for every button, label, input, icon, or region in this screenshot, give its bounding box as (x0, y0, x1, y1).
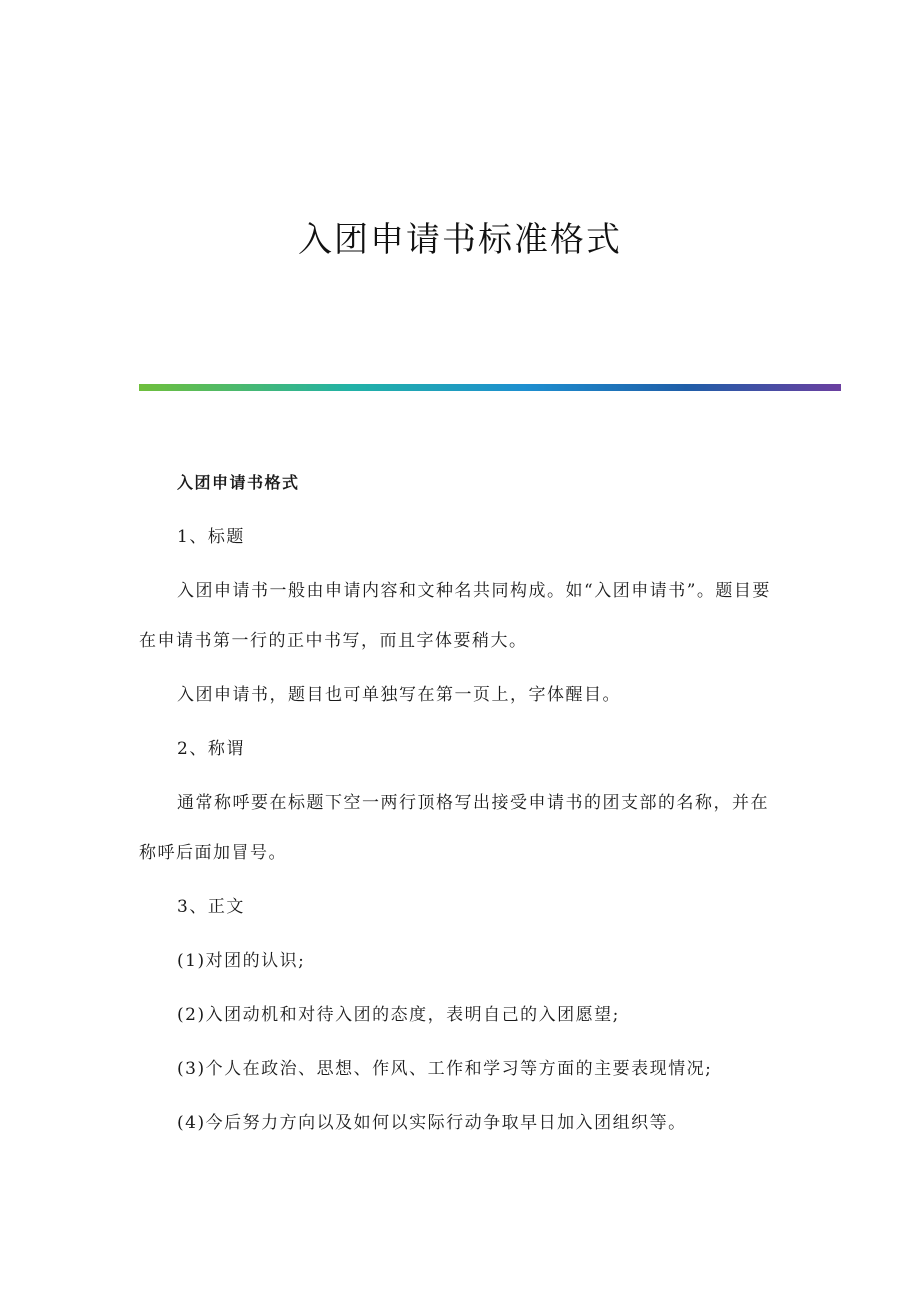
subheading-salutation: 2、称谓 (177, 739, 245, 759)
document-body (139, 466, 779, 1140)
paragraph-salutation-desc: 通常称呼要在标题下空一两行顶格写出接受申请书的团支部的名称，并在称呼后面加冒号。 (139, 793, 769, 863)
list-item: (1)对团的认识; (177, 951, 306, 971)
section-heading: 入团申请书格式 (177, 473, 300, 492)
paragraph-title-desc: 入团申请书一般由申请内容和文种名共同构成。如“入团申请书”。题目要在申请书第一行的正中书写，而且字体要稍大。 (139, 581, 771, 651)
list-item: (4)今后努力方向以及如何以实际行动争取早日加入团组织等。 (177, 1113, 687, 1133)
gradient-divider (139, 384, 841, 391)
subheading-body: 3、正文 (177, 897, 245, 917)
paragraph-title-alt: 入团申请书，题目也可单独写在第一页上，字体醒目。 (177, 685, 621, 705)
list-item: (3)个人在政治、思想、作风、工作和学习等方面的主要表现情况; (177, 1059, 713, 1079)
list-item: (2)入团动机和对待入团的态度，表明自己的入团愿望; (177, 1005, 620, 1025)
page-title: 入团申请书标准格式 (298, 220, 622, 260)
subheading-title: 1、标题 (177, 527, 245, 547)
